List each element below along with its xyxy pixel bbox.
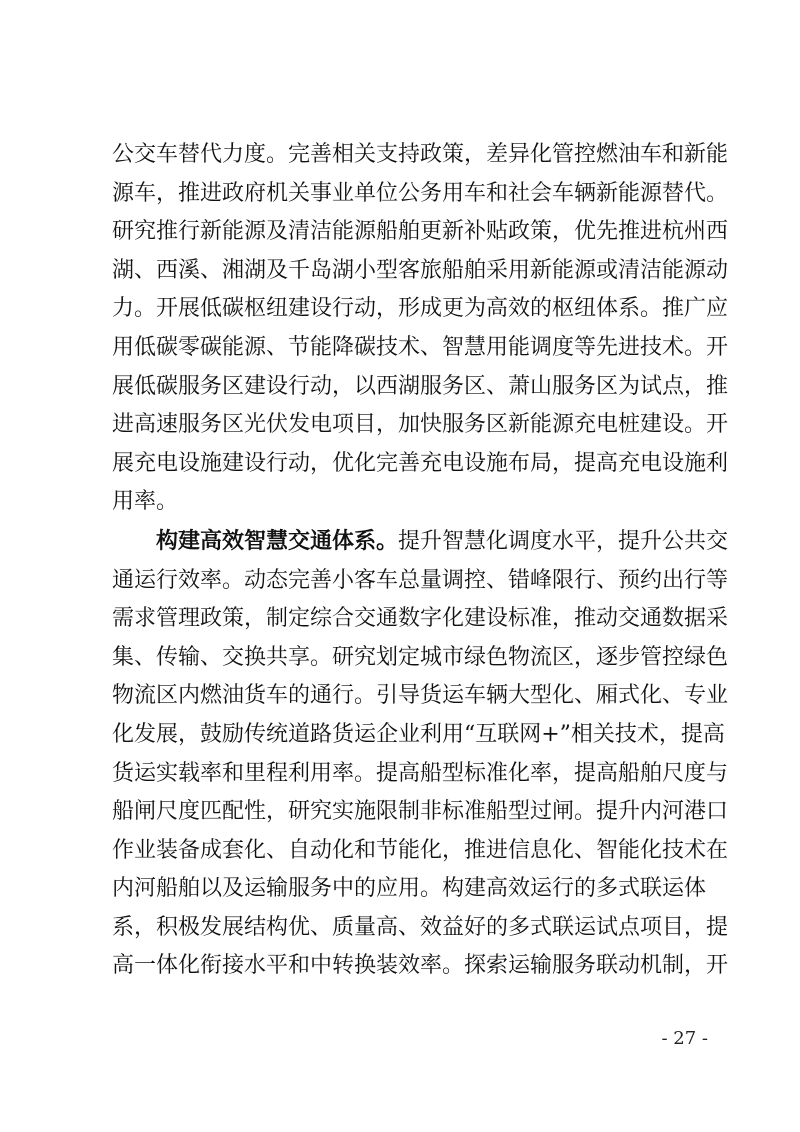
- body-text: [112, 136, 729, 986]
- text-line: 系，积极发展结构优、质量高、效益好的多式联运试点项目，提: [112, 914, 729, 940]
- text-line: 物流区内燃油货车的通行。引导货运车辆大型化、厢式化、专业: [112, 683, 729, 709]
- section-heading: 构建高效智慧交通体系。: [156, 527, 399, 554]
- text-line: 展低碳服务区建设行动，以西湖服务区、萧山服务区为试点，推: [112, 373, 729, 399]
- text-line: 用率。: [112, 489, 179, 515]
- text-line: [112, 522, 729, 562]
- text-line: 展充电设施建设行动，优化完善充电设施布局，提高充电设施利: [112, 450, 729, 476]
- text-line: 用低碳零碳能源、节能降碳技术、智慧用能调度等先进技术。开: [112, 334, 729, 360]
- text-line: 高一体化衔接水平和中转换装效率。探索运输服务联动机制，开: [112, 953, 729, 979]
- section-heading-continuation: 提升智慧化调度水平，提升公共交: [398, 528, 729, 554]
- text-line: 化发展，鼓励传统道路货运企业利用“互联网+”相关技术，提高: [112, 721, 725, 747]
- text-line: 船闸尺度匹配性，研究实施限制非标准船型过闸。提升内河港口: [112, 799, 729, 825]
- text-line: 源车，推进政府机关事业单位公务用车和社会车辆新能源替代。: [112, 180, 729, 206]
- text-line: 研究推行新能源及清洁能源船舶更新补贴政策，优先推进杭州西: [112, 219, 729, 245]
- text-line: 需求管理政策，制定综合交通数字化建设标准，推动交通数据采: [112, 606, 729, 632]
- text-line: 公交车替代力度。完善相关支持政策，差异化管控燃油车和新能: [112, 142, 729, 167]
- text-line: 集、传输、交换共享。研究划定城市绿色物流区，逐步管控绿色: [112, 644, 729, 670]
- text-line: 力。开展低碳枢纽建设行动，形成更为高效的枢纽体系。推广应: [112, 296, 729, 322]
- text-line: 湖、西溪、湘湖及千岛湖小型客旅船舶采用新能源或清洁能源动: [112, 257, 729, 283]
- text-line: 内河船舶以及运输服务中的应用。构建高效运行的多式联运体: [112, 876, 707, 902]
- text-line: 作业装备成套化、自动化和节能化，推进信息化、智能化技术在: [112, 837, 729, 863]
- paragraph-1: [112, 136, 729, 522]
- text-line: 货运实载率和里程利用率。提高船型标准化率，提高船舶尺度与: [112, 760, 729, 786]
- paragraph-2: [112, 522, 729, 986]
- text-line: 进高速服务区光伏发电项目，加快服务区新能源充电桩建设。开: [112, 412, 729, 438]
- text-line: 通运行效率。动态完善小客车总量调控、错峰限行、预约出行等: [112, 567, 729, 593]
- page-number: - 27 -: [661, 1028, 708, 1049]
